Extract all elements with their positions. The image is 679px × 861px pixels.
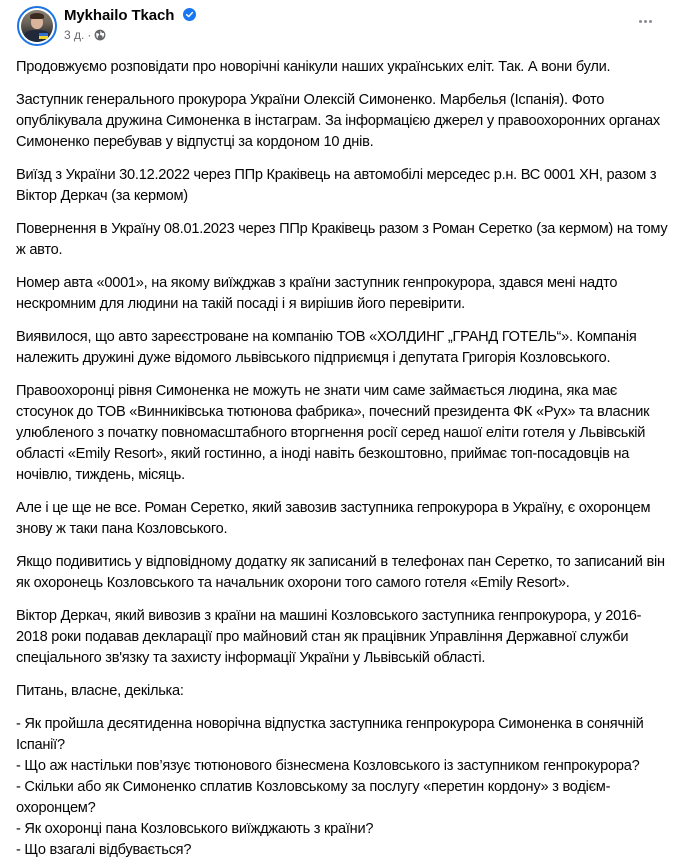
post-body (16, 57, 671, 861)
question-item: - Як охоронці пана Козловського виїжджають з країни? (16, 821, 374, 837)
globe-icon[interactable] (94, 29, 106, 41)
post-paragraph: Якщо подивитись у відповідному додатку як записаний в телефонах пан Серетко, то записаний він як охоронець Козловського та начальник охорони того самого готеля «Emily Resort». (16, 554, 665, 591)
author-block (64, 7, 196, 42)
questions-list (16, 714, 671, 861)
post-paragraph: Віктор Деркач, який вивозив з країни на машині Козловського заступника генпрокурора, у 2016-2018 роки подавав декларації про майновий стан як працівник Управління Державної служби спеціального зв'язку та захисту інформації України у Львівській області. (16, 608, 642, 666)
post-paragraph: Заступник генерального прокурора України Олексій Симоненко. Марбелья (Іспанія). Фото опублікувала дружина Симоненка в інстаграм. За інформацією джерел у правоохоронних органах Симоненко перебував у відпустці за кордоном 10 днів. (16, 92, 660, 150)
post-paragraph: Виявилося, що авто зареєстроване на компанію ТОВ «ХОЛДИНГ „ГРАНД ГОТЕЛЬ“». Компанія належить дружині дуже відомого львівського підприємця і депутата Григорія Козловського. (16, 329, 637, 366)
more-options-button[interactable] (635, 15, 655, 27)
question-item: - Як пройшла десятиденна новорічна відпустка заступника генпрокурора Симоненка в сонячній Іспанії? (16, 716, 644, 753)
post-timestamp-link[interactable]: 3 д. (64, 28, 85, 42)
post-meta (64, 28, 196, 42)
question-item: - Скільки або як Симоненко сплатив Козловському за послугу «перетин кордону» з водієм-охоронцем? (16, 779, 611, 816)
post-paragraph: Але і це ще не все. Роман Серетко, який завозив заступника гепрокурора в Україну, є охоронцем знову ж таки пана Козловського. (16, 500, 651, 537)
post-header (16, 5, 663, 49)
author-avatar[interactable] (17, 6, 57, 46)
verified-badge-icon (183, 8, 196, 21)
post-paragraph: Номер авта «0001», на якому виїжджав з країни заступник генпрокурора, здався мені надто нескромним для людини на такій посаді і я вирішив його перевірити. (16, 275, 618, 312)
post-paragraph: Продовжуємо розповідати про новорічні канікули наших українських еліт. Так. А вони були. (16, 59, 611, 75)
post-paragraph: Повернення в Україну 08.01.2023 через ППр Краківець разом з Роман Серетко (за кермом) на тому ж авто. (16, 221, 668, 258)
post-paragraph: Виїзд з України 30.12.2022 через ППр Краківець на автомобілі мерседес р.н. ВС 0001 ХН, разом з Віктор Деркач (за кермом) (16, 167, 657, 204)
more-options-icon (639, 20, 642, 23)
author-name-link[interactable]: Mykhailo Tkach (64, 7, 175, 25)
question-item: - Що взагалі відбувається? (16, 842, 192, 858)
avatar-photo (21, 10, 53, 42)
post-paragraph: Правоохоронці рівня Симоненка не можуть не знати чим саме займається людина, яка має стосунок до ТОВ «Винниківська тютюнова фабрика», почесний президента ФК «Рух» та власник улюбленого з початку повномасштабного вторгнення росії серед нашої еліти готеля у Львівській області «Emily Resort», який гостинно, а іноді навіть безкоштовно, приймає топ-посадовців на ночівлю, тиждень, місяць. (16, 383, 650, 483)
post-paragraph: Питань, власне, декілька: (16, 683, 184, 699)
meta-separator: · (87, 28, 92, 42)
question-item: - Що аж настільки пов’язує тютюнового бізнесмена Козловського із заступником генпрокурора? (16, 758, 640, 774)
